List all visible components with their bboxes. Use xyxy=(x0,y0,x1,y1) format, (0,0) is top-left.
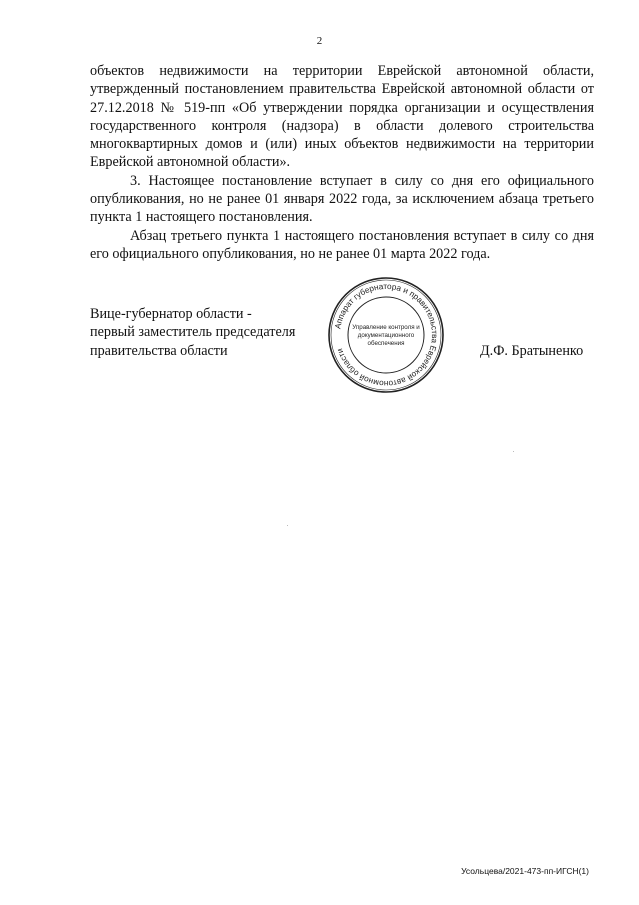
signer-name: Д.Ф. Братыненко xyxy=(480,343,584,359)
signature-block xyxy=(90,305,295,360)
stamp-inner-line-1: Управление контроля и xyxy=(352,324,420,331)
page-number: 2 xyxy=(316,35,323,47)
signer-title-line-2: первый заместитель председателя xyxy=(90,324,296,341)
stamp-inner-line-3: обеспечения xyxy=(367,340,405,347)
stamp-inner-line-2: документационного xyxy=(357,332,415,339)
paragraph-effective-date: 3. Настоящее постановление вступает в силу со дня его официального опубликования, но не ранее 01 января 2022 года, за исключением абзаца третьего пункта 1 настоящего постановления. xyxy=(90,172,594,226)
signer-title-line-1: Вице-губернатор области - xyxy=(90,306,252,322)
scan-speck xyxy=(287,525,288,526)
scan-speck xyxy=(513,451,514,452)
signer-title-line-3: правительства области xyxy=(90,342,228,359)
stamp-outer-text: Аппарат губернатора и правительства Еврейской автономной области xyxy=(333,281,440,389)
body-text xyxy=(90,62,594,263)
document-reference: Усольцева/2021-473-пп-ИГСН(1) xyxy=(461,866,589,876)
paragraph-exception: Абзац третьего пункта 1 настоящего постановления вступает в силу со дня его официального опубликования, но не ранее 01 марта 2022 года. xyxy=(90,227,594,262)
paragraph-continuation: объектов недвижимости на территории Еврейской автономной области, утвержденный постановлением правительства Еврейской автономной области от 27.12.2018 № 519-пп «Об утверждении порядка организации и осуществления государственного контроля (надзора) в области долевого строительства многоквартирных домов и (или) иных объектов недвижимости на территории Еврейской автономной области». xyxy=(90,63,594,171)
official-stamp xyxy=(326,275,446,395)
